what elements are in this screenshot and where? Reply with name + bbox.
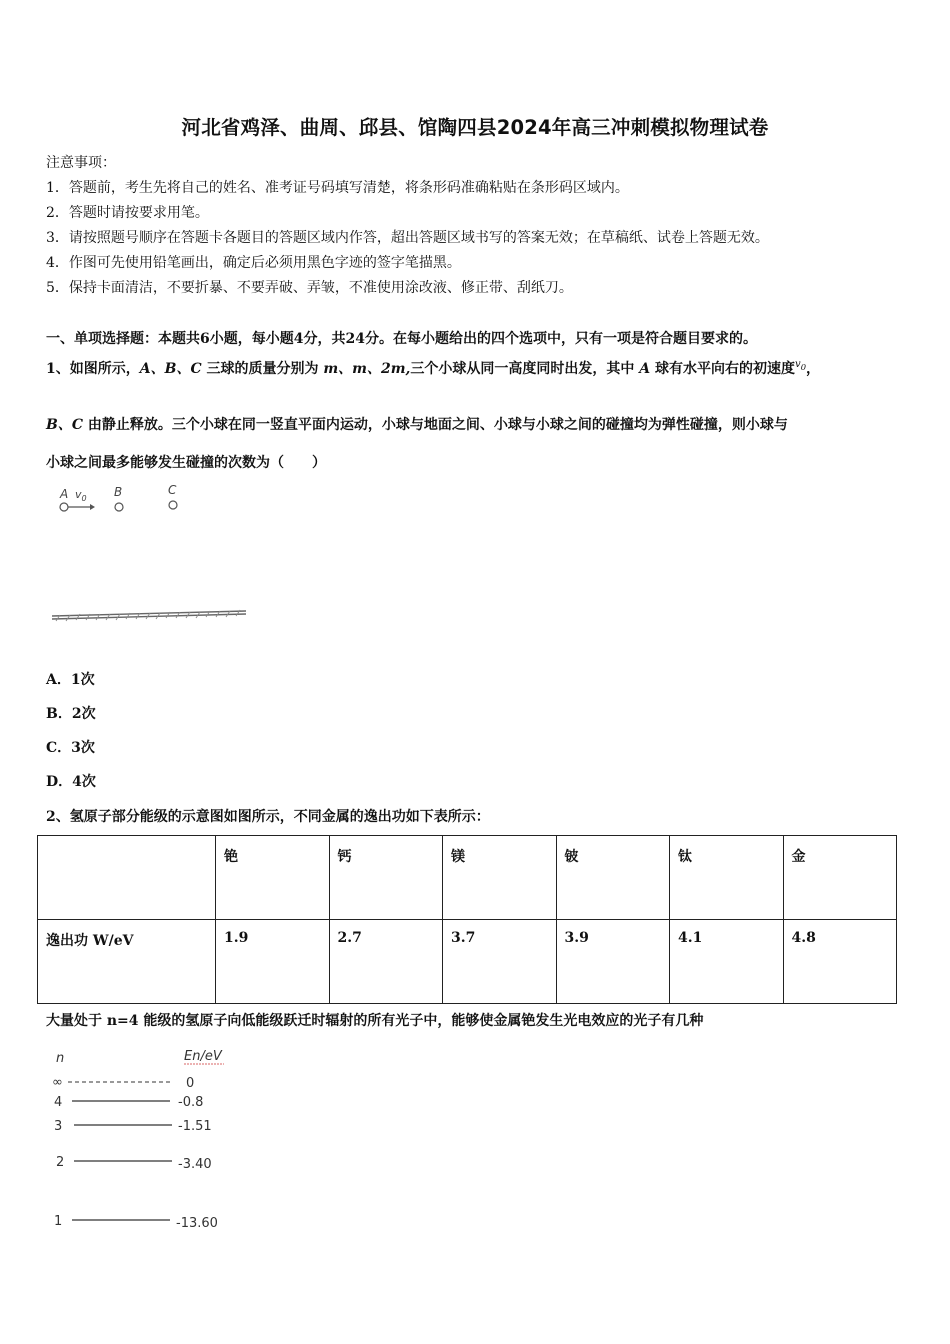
q1-text: 球有水平向右的初速度 <box>650 361 796 377</box>
notice-item: 1．答题前，考生先将自己的姓名、准考证号码填写清楚，将条形码准确粘贴在条形码区域内。 <box>46 180 629 196</box>
option-a[interactable]: A．1次 <box>46 672 95 688</box>
level-e: 0 <box>186 1076 195 1091</box>
level-n: 1 <box>54 1214 63 1229</box>
table-cell: 3.9 <box>556 920 670 1004</box>
q1-vars: A、B、C <box>139 361 202 377</box>
q1-figure <box>50 480 260 630</box>
q1-vars-bc: B、C <box>46 417 83 433</box>
table-cell: 镁 <box>443 836 557 920</box>
option-c[interactable]: C．3次 <box>46 740 95 756</box>
table-cell: 3.7 <box>443 920 557 1004</box>
q1-line2 <box>46 414 916 434</box>
notice-heading: 注意事项： <box>46 155 116 171</box>
level-e: -0.8 <box>178 1095 204 1110</box>
notice-item: 2．答题时请按要求用笔。 <box>46 205 209 221</box>
energy-axis-label: En/eV <box>184 1049 222 1064</box>
label-b: B <box>114 485 123 499</box>
label-c: C <box>168 483 177 497</box>
table-cell: 4.1 <box>670 920 784 1004</box>
notice-item: 4．作图可先使用铅笔画出，确定后必须用黑色字迹的签字笔描黑。 <box>46 255 461 271</box>
table-cell: 铯 <box>216 836 330 920</box>
table-cell: 4.8 <box>783 920 897 1004</box>
energy-level-diagram <box>44 1042 254 1242</box>
table-cell: 2.7 <box>329 920 443 1004</box>
option-d[interactable]: D．4次 <box>46 774 96 790</box>
table-cell: 金 <box>783 836 897 920</box>
q2-intro: 2、氢原子部分能级的示意图如图所示，不同金属的逸出功如下表所示： <box>46 809 490 825</box>
section-heading: 一、单项选择题：本题共6小题，每小题4分，共24分。在每小题给出的四个选项中，只有一项是符合题目要求的。 <box>46 331 757 347</box>
q1-text: ， <box>806 361 820 377</box>
notice-item: 5．保持卡面清洁，不要折暴、不要弄破、弄皱，不准使用涂改液、修正带、刮纸刀。 <box>46 280 573 296</box>
table-cell: 1.9 <box>216 920 330 1004</box>
level-e: -3.40 <box>178 1157 212 1172</box>
level-n: 4 <box>54 1095 63 1110</box>
table-cell <box>38 836 216 920</box>
q1-line1 <box>46 358 916 378</box>
q1-v0: v0 <box>795 359 806 373</box>
option-b[interactable]: B．2次 <box>46 706 96 722</box>
ball-b <box>115 503 123 511</box>
label-v0: $v_0$ <box>75 488 87 503</box>
page-title: 河北省鸡泽、曲周、邱县、馆陶四县2024年高三冲刺模拟物理试卷 <box>181 116 769 139</box>
table-cell: 铍 <box>556 836 670 920</box>
table-cell: 钙 <box>329 836 443 920</box>
ball-c <box>169 501 177 509</box>
ball-a <box>60 503 68 511</box>
level-n: 2 <box>56 1155 65 1170</box>
q1-text: 三球的质量分别为 <box>201 361 324 377</box>
table-cell: 逸出功 W/eV <box>38 920 216 1004</box>
label-a: A <box>60 487 69 501</box>
table-row <box>38 920 897 1004</box>
table-cell: 钛 <box>670 836 784 920</box>
table-row <box>38 836 897 920</box>
work-function-table <box>37 835 897 1004</box>
q1-line3: 小球之间最多能够发生碰撞的次数为（ ） <box>46 455 326 471</box>
level-n: ∞ <box>52 1075 63 1090</box>
q1-masses: m、m、2m, <box>323 361 411 377</box>
q2-question: 大量处于 n=4 能级的氢原子向低能级跃迁时辐射的所有光子中，能够使金属铯发生光电效应的光子有几种 <box>46 1013 704 1029</box>
q1-text: 由静止释放。三个小球在同一竖直平面内运动，小球与地面之间、小球与小球之间的碰撞均为弹性碰撞，则小球与 <box>82 417 788 433</box>
q1-text: 三个小球从同一高度同时出发，其中 <box>410 361 640 377</box>
n-axis-label: n <box>56 1051 65 1066</box>
q1-var-a: A <box>639 361 651 377</box>
q1-text: 1、如图所示， <box>46 361 140 377</box>
level-e: -1.51 <box>178 1119 212 1134</box>
level-e: -13.60 <box>176 1216 218 1231</box>
notice-item: 3．请按照题号顺序在答题卡各题目的答题区域内作答，超出答题区域书写的答案无效；在草稿纸、试卷上答题无效。 <box>46 230 769 246</box>
level-n: 3 <box>54 1119 63 1134</box>
